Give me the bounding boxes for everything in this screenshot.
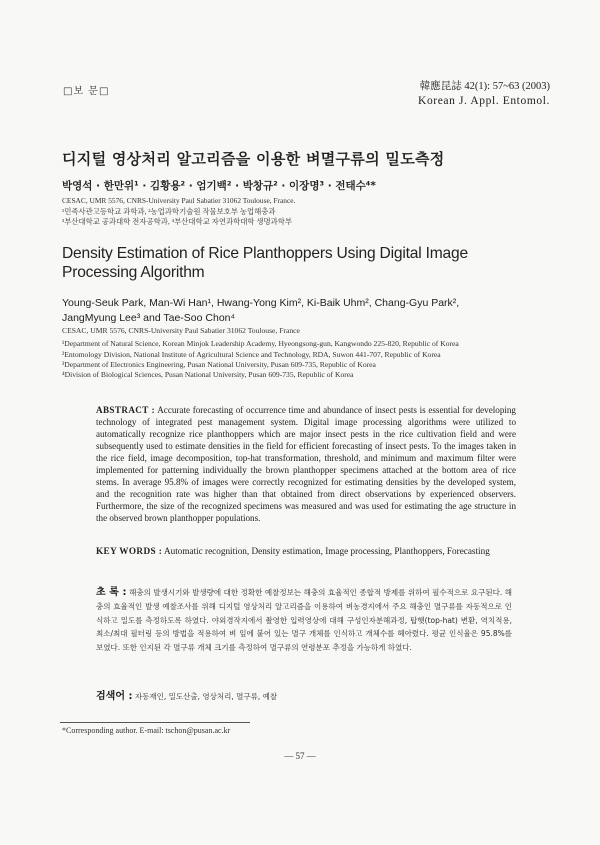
- corresponding-author-footnote: *Corresponding author. E-mail: tschon@pusan.ac.kr: [62, 726, 231, 735]
- journal-name: Korean J. Appl. Entomol.: [418, 95, 550, 107]
- english-authors-line: JangMyung Lee³ and Tae-Soo Chon⁴: [62, 311, 236, 324]
- korean-keywords: [96, 690, 512, 704]
- page-number: — 57 —: [284, 751, 316, 761]
- english-title-line: Density Estimation of Rice Planthoppers Using Digital Image: [62, 245, 468, 262]
- english-title: [62, 244, 542, 282]
- footnote-divider: [60, 722, 250, 723]
- section-label: □보 문□: [63, 86, 110, 97]
- korean-affiliation: ³부산대학교 공과대학 전자공학과, ⁴부산대학교 자연과학대학 생명과학부: [62, 217, 293, 226]
- english-authors: [62, 296, 542, 325]
- korean-abstract-label: 초 록 :: [96, 587, 127, 598]
- keywords-label: KEY WORDS :: [96, 546, 163, 556]
- korean-affiliations: [62, 196, 542, 228]
- english-keywords: [96, 545, 516, 558]
- english-affiliation: ³Department of Electronics Engineering, Pusan National University, Pusan 609-735, Republic of Korea: [62, 359, 376, 369]
- english-affiliation: ²Entomology Division, National Institute of Agricultural Science and Technology, RDA, Suwon 441-707, Republic of Korea: [62, 349, 441, 359]
- korean-affiliation: ¹민족사관고등학교 과학과, ²농업과학기술원 작물보호부 농업해충과: [62, 206, 276, 216]
- abstract-text: Accurate forecasting of occurrence time and abundance of insect pests is essential for developing technology of integrated pest management system. Digital image processing algorithms were utilized to automatically recognize rice planthoppers which are major insect pests in the rice cultivation field and were subsequently used to estimate densities in the field for efficient forecasting of insect pests. To the images taken in the rice field, image decomposition, top-hat transformation, threshold, and minimum and maximum filter were implemented for patterning individually the brown planthopper specimens attached at the bottom area of rice stems. In average 95.8% of images were correctly recognized for estimating densities by the developed system, and the recognition rate was higher than that obtained from direct observations by experienced observers. Furthermore, the size of the recognized specimens was measured and was used for estimating the age structure in the observed brown planthopper populations.: [96, 405, 516, 523]
- korean-affiliation: CESAC, UMR 5576, CNRS-University Paul Sabatier 31062 Toulouse, France.: [62, 196, 296, 205]
- journal-reference: 韓應昆誌 42(1): 57~63 (2003): [419, 81, 550, 92]
- korean-authors: 박영석 · 한만위¹ · 김황용² · 엄기백² · 박창규² · 이장명³ · 전태수⁴*: [62, 180, 376, 192]
- korean-keywords-label: 검색어 :: [96, 691, 133, 702]
- journal-header: [418, 80, 550, 109]
- english-abstract: [96, 404, 516, 524]
- english-affiliations: [62, 326, 552, 380]
- english-affiliation: ⁴Division of Biological Sciences, Pusan National University, Pusan 609-735, Republic of Korea: [62, 370, 354, 380]
- korean-keywords-text: 자동재인, 밀도산출, 영상처리, 멸구류, 예찰: [134, 692, 278, 701]
- english-affiliation: CESAC, UMR 5576, CNRS-University Paul Sabatier 31062 Toulouse, France: [62, 326, 300, 335]
- english-affiliation: ¹Department of Natural Science, Korean Minjok Leadership Academy, Hyeongsong-gun, Kangwondo 225-820, Republic of Korea: [62, 339, 459, 349]
- keywords-text: Automatic recognition, Density estimation, Image processing, Planthoppers, Forecasting: [163, 546, 490, 556]
- korean-title: 디지털 영상처리 알고리즘을 이용한 벼멸구류의 밀도측정: [62, 150, 445, 168]
- english-title-line: Processing Algorithm: [62, 264, 205, 281]
- korean-abstract-text: 해충의 발생시기와 발생량에 대한 정확한 예찰정보는 해충의 효율적인 종합적 방제를 위하여 필수적으로 요구된다. 해충의 효율적인 발생 예찰조사를 위해 디지털 영상처리 알고리즘을 이용하여 벼농경지에서 주요 해충인 멸구류를 자동적으로 인식하고 밀도를 측정하도록 하였다. 야외경작지에서 촬영한 입력영상에 대해 구성인자분해과정, 탑햇(top-hat) 변환, 역치적용, 최소/최대 필터링 등의 방법을 적용하여 벼 잎에 붙어 있는 멸구 개체를 인식하고 개체수를 헤아렸다. 평균 인식율은 95.8%를 보였다. 또한 인지된 각 멸구류 개체 크기를 측정하여 멸구류의 연령분포 추정을 가능하게 하였다.: [96, 588, 512, 653]
- abstract-label: ABSTRACT :: [96, 405, 156, 415]
- korean-abstract: [96, 586, 512, 655]
- english-authors-line: Young-Seuk Park, Man-Wi Han¹, Hwang-Yong Kim², Ki-Baik Uhm², Chang-Gyu Park²,: [62, 297, 460, 309]
